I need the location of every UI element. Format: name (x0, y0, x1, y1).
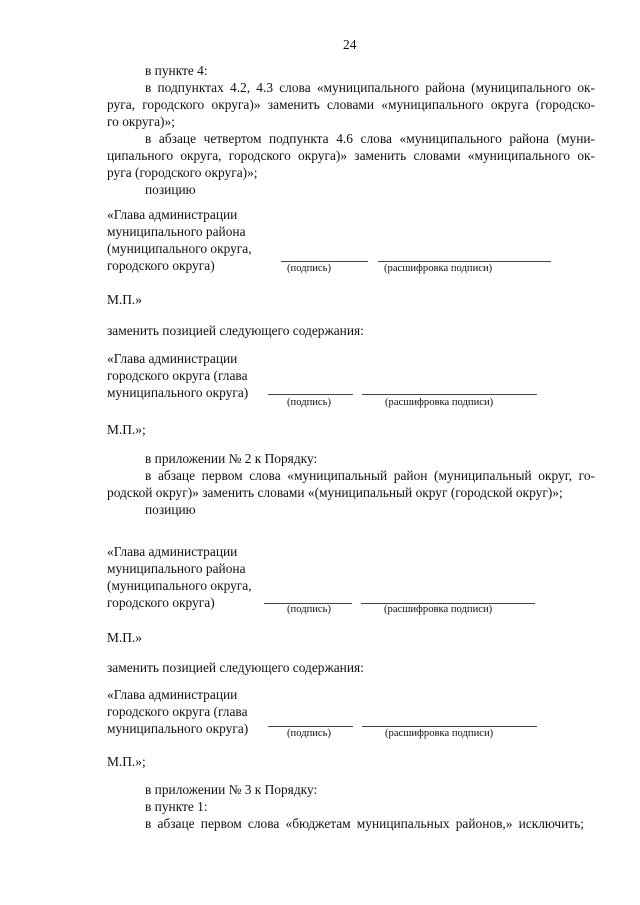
stamp-mark: М.П.»; (107, 754, 146, 769)
page-number: 24 (343, 37, 357, 52)
signature-title-line: (муниципального округа, (107, 578, 252, 593)
paragraph: позицию (145, 182, 196, 197)
signature-title-line: «Глава администрации (107, 351, 238, 366)
paragraph: позицию (145, 502, 196, 517)
signature-label: (подпись) (287, 397, 331, 408)
signature-label: (подпись) (287, 263, 331, 274)
paragraph-line: в подпунктах 4.2, 4.3 слова «муниципального района (муниципального ок- (145, 80, 595, 95)
signature-title-line: «Глава администрации (107, 687, 238, 702)
signature-decode-line (378, 261, 551, 262)
paragraph: в абзаце первом слова «бюджетам муниципальных районов,» исключить; (145, 816, 584, 831)
signature-line (268, 394, 353, 395)
signature-decode-label: (расшифровка подписи) (384, 263, 493, 274)
paragraph-line: родской округ)» заменить словами «(муниципальный округ (городской округ)»; (107, 485, 563, 500)
paragraph: в приложении № 2 к Порядку: (145, 451, 318, 466)
signature-title-line: городского округа) (107, 258, 215, 273)
paragraph: заменить позицией следующего содержания: (107, 660, 364, 675)
signature-line (281, 261, 368, 262)
signature-decode-label: (расшифровка подписи) (384, 604, 493, 615)
paragraph-line: руга (городского округа)»; (107, 165, 258, 180)
signature-title-line: муниципального района (107, 561, 246, 576)
signature-label: (подпись) (287, 604, 331, 615)
stamp-mark: М.П.» (107, 630, 142, 645)
signature-line (268, 726, 353, 727)
signature-decode-label: (расшифровка подписи) (385, 728, 494, 739)
signature-decode-line (362, 394, 537, 395)
signature-title-line: муниципального округа) (107, 385, 249, 400)
paragraph: в приложении № 3 к Порядку: (145, 782, 318, 797)
paragraph: в пункте 4: (145, 63, 208, 78)
signature-title-line: городского округа) (107, 595, 215, 610)
paragraph-line: го округа)»; (107, 114, 175, 129)
stamp-mark: М.П.» (107, 292, 142, 307)
signature-title-line: муниципального района (107, 224, 246, 239)
stamp-mark: М.П.»; (107, 422, 146, 437)
signature-title-line: муниципального округа) (107, 721, 249, 736)
signature-decode-line (362, 726, 537, 727)
signature-title-line: городского округа (глава (107, 704, 248, 719)
signature-label: (подпись) (287, 728, 331, 739)
paragraph-line: в абзаце первом слова «муниципальный район (муниципальный округ, го- (145, 468, 595, 483)
signature-title-line: «Глава администрации (107, 544, 238, 559)
signature-decode-label: (расшифровка подписи) (385, 397, 494, 408)
signature-title-line: (муниципального округа, (107, 241, 252, 256)
paragraph: заменить позицией следующего содержания: (107, 323, 364, 338)
paragraph-line: руга, городского округа)» заменить словами «муниципального округа (городско- (107, 97, 595, 112)
signature-title-line: городского округа (глава (107, 368, 248, 383)
paragraph-line: ципального округа, городского округа)» заменить словами «муниципального ок- (107, 148, 595, 163)
signature-title-line: «Глава администрации (107, 207, 238, 222)
paragraph-line: в абзаце четвертом подпункта 4.6 слова «муниципального района (муни- (145, 131, 595, 146)
paragraph: в пункте 1: (145, 799, 208, 814)
